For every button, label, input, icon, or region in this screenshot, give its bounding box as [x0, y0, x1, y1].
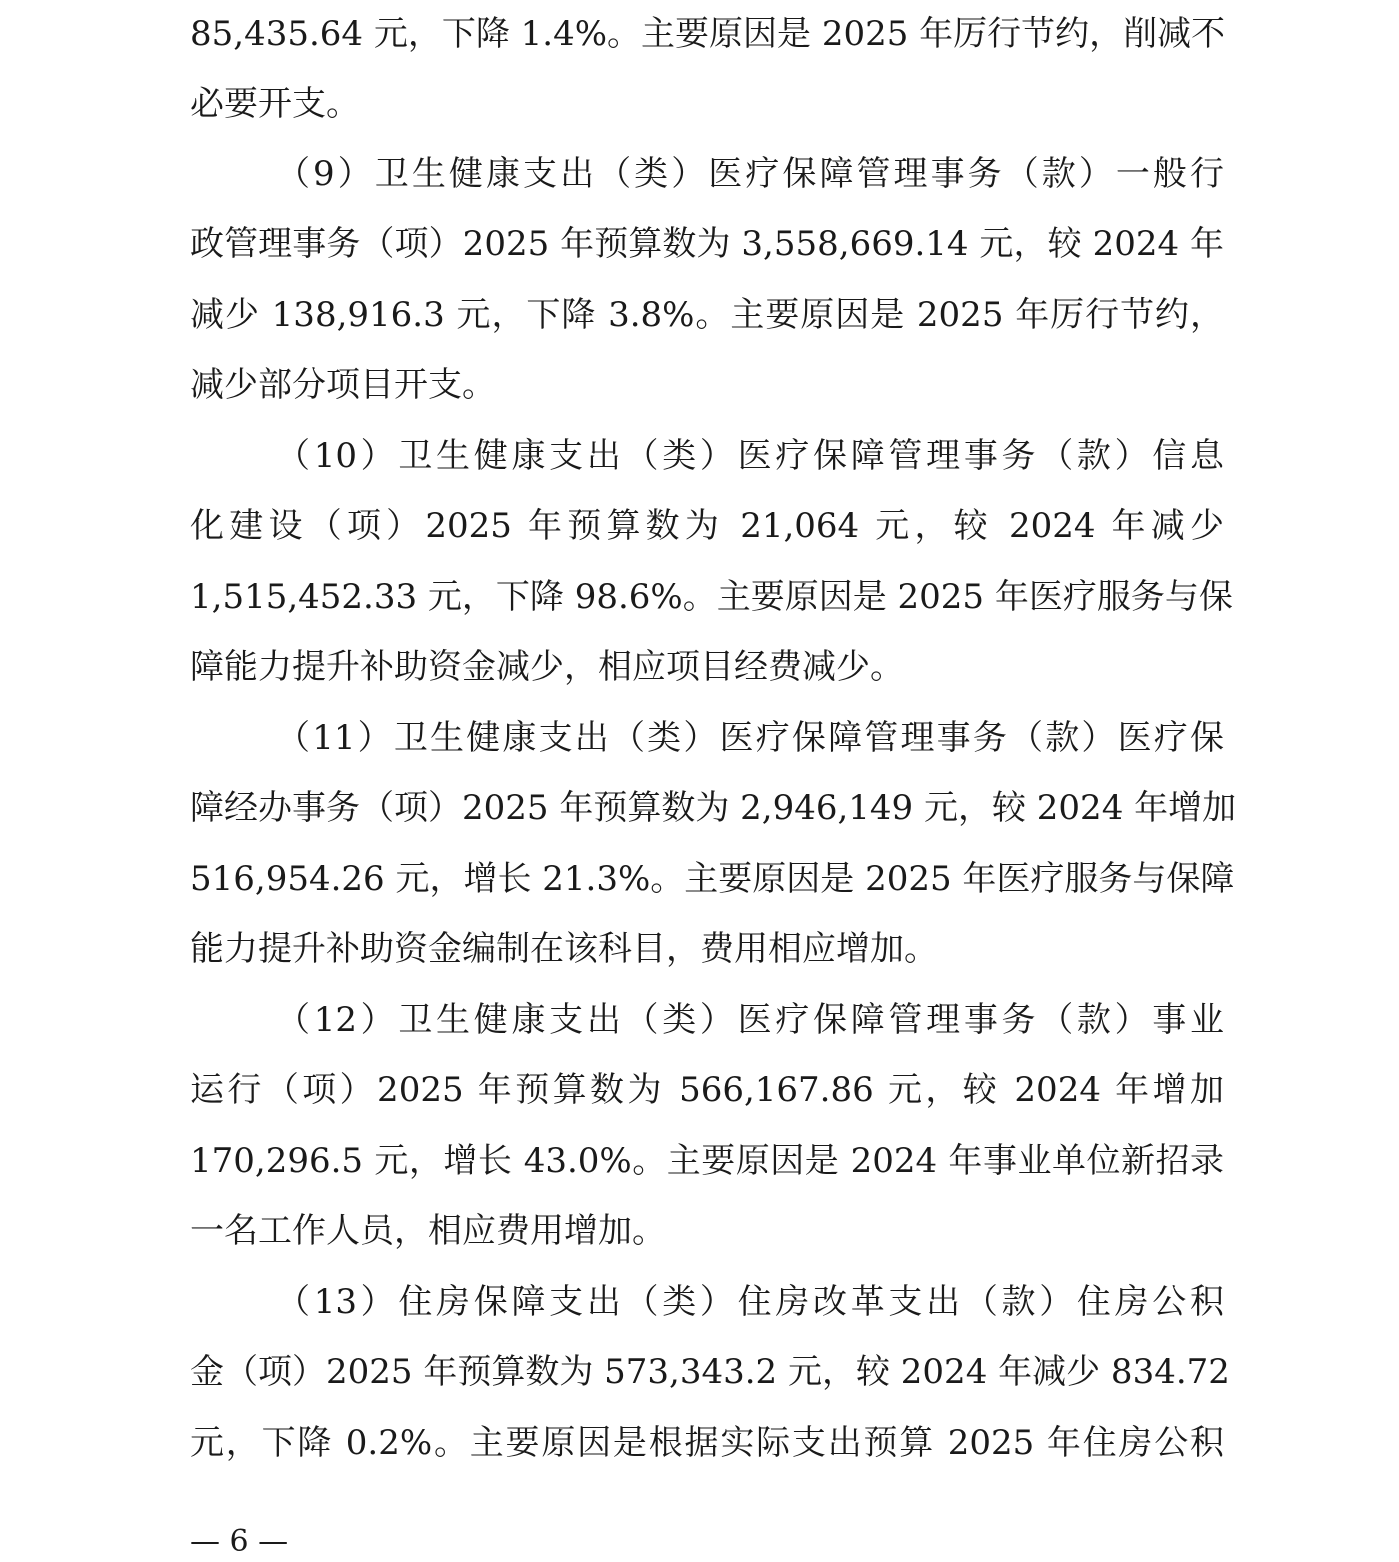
text-line: 化建设（项）2025 年预算数为 21,064 元，较 2024 年减少 [190, 506, 1224, 546]
paragraph-9-heading: （9）卫生健康支出（类）医疗保障管理事务（款）一般行 [276, 154, 1224, 194]
text-line: 516,954.26 元，增长 21.3%。主要原因是 2025 年医疗服务与保障 [190, 859, 1235, 899]
page-number: — 6 — [190, 1524, 289, 1559]
text-line: 1,515,452.33 元，下降 98.6%。主要原因是 2025 年医疗服务与保 [190, 577, 1233, 617]
text-line: 必要开支。 [190, 84, 360, 124]
paragraph-11-heading: （11）卫生健康支出（类）医疗保障管理事务（款）医疗保 [276, 718, 1224, 758]
text-line: 170,296.5 元，增长 43.0%。主要原因是 2024 年事业单位新招录 [190, 1141, 1224, 1181]
text-line: 元，下降 0.2%。主要原因是根据实际支出预算 2025 年住房公积 [190, 1423, 1224, 1463]
text-line: 政管理事务（项）2025 年预算数为 3,558,669.14 元，较 2024 年 [190, 224, 1224, 264]
text-line: 障经办事务（项）2025 年预算数为 2,946,149 元，较 2024 年增加 [190, 788, 1237, 828]
text-line: 一名工作人员，相应费用增加。 [190, 1211, 666, 1251]
document-page [190, 0, 1237, 1554]
paragraph-12-heading: （12）卫生健康支出（类）医疗保障管理事务（款）事业 [276, 1000, 1224, 1040]
text-line: 障能力提升补助资金减少，相应项目经费减少。 [190, 647, 904, 687]
text-line: 运行（项）2025 年预算数为 566,167.86 元，较 2024 年增加 [190, 1070, 1224, 1110]
text-line: 减少 138,916.3 元，下降 3.8%。主要原因是 2025 年厉行节约， [190, 295, 1224, 335]
paragraph-13-heading: （13）住房保障支出（类）住房改革支出（款）住房公积 [276, 1282, 1224, 1322]
text-line: 减少部分项目开支。 [190, 365, 496, 405]
paragraph-10-heading: （10）卫生健康支出（类）医疗保障管理事务（款）信息 [276, 436, 1224, 476]
text-line: 能力提升补助资金编制在该科目，费用相应增加。 [190, 929, 938, 969]
text-line: 金（项）2025 年预算数为 573,343.2 元，较 2024 年减少 834.72 [190, 1352, 1230, 1392]
text-line: 85,435.64 元，下降 1.4%。主要原因是 2025 年厉行节约，削减不 [190, 14, 1226, 54]
